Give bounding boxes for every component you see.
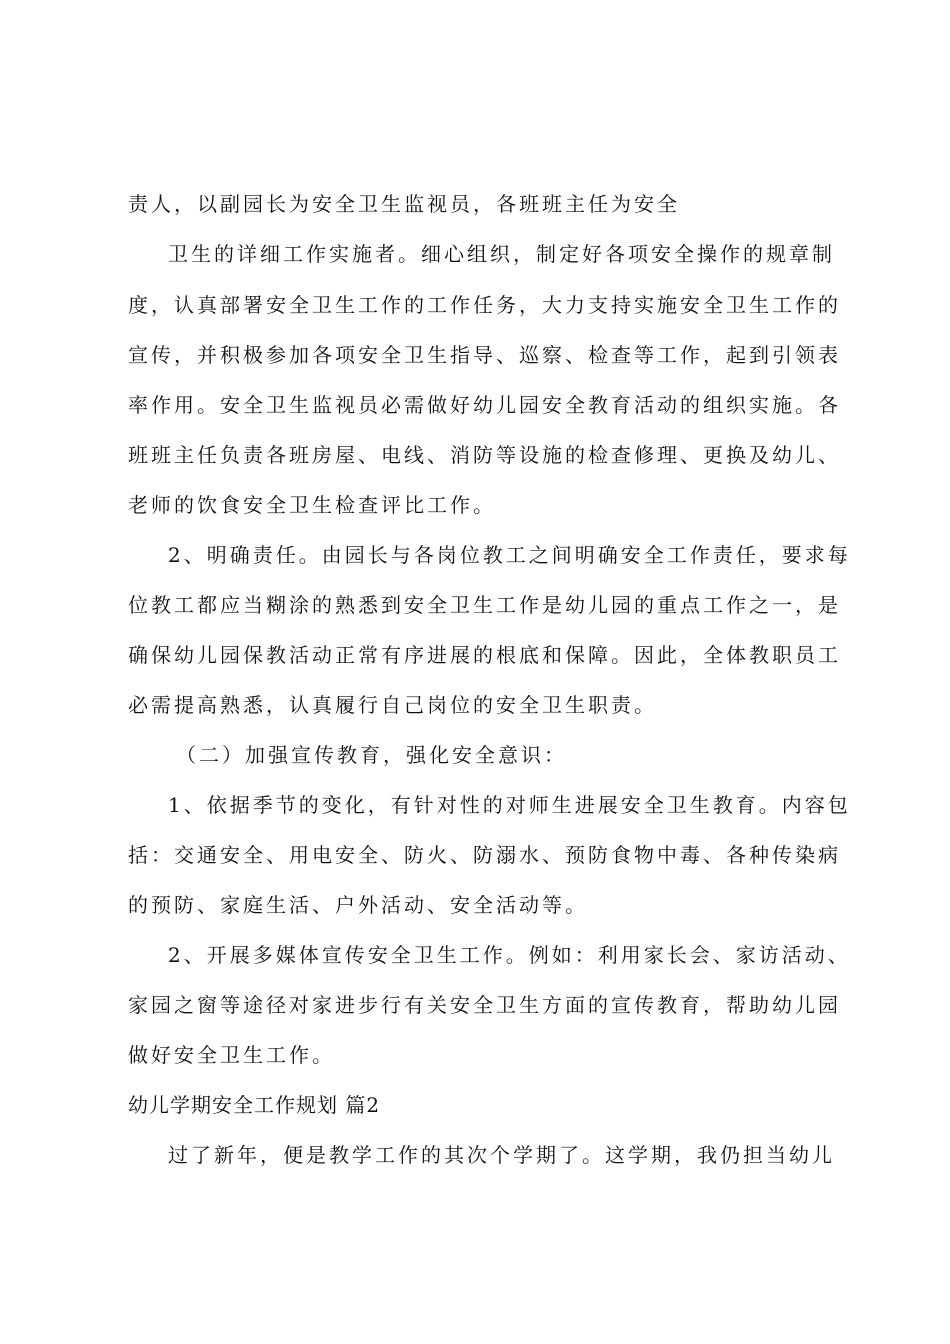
paragraph-line: 括：交通安全、用电安全、防火、防溺水、预防食物中毒、各种传染病 — [128, 843, 841, 867]
paragraph-line: 责人，以副园长为安全卫生监视员，各班班主任为安全 — [128, 192, 680, 216]
paragraph-line: 位教工都应当糊涂的熟悉到安全卫生工作是幼儿园的重点工作之一，是 — [128, 593, 841, 617]
paragraph-line: 家园之窗等途径对家进步行有关安全卫生方面的宣传教育，帮助幼儿园 — [128, 993, 841, 1017]
paragraph-line: 宣传，并积极参加各项安全卫生指导、巡察、检查等工作，起到引领表 — [128, 343, 841, 367]
paragraph-line: 做好安全卫生工作。 — [128, 1043, 335, 1067]
section-heading: （二）加强宣传教育，强化安全意识： — [176, 743, 567, 767]
article-title: 幼儿学期安全工作规划 篇2 — [128, 1093, 381, 1117]
paragraph-line: 率作用。安全卫生监视员必需做好幼儿园安全教育活动的组织实施。各 — [128, 393, 841, 417]
paragraph-line: 的预防、家庭生活、户外活动、安全活动等。 — [128, 893, 588, 917]
paragraph-line: 2、开展多媒体宣传安全卫生工作。例如：利用家长会、家访活动、 — [168, 943, 851, 967]
paragraph-line: 2、明确责任。由园长与各岗位教工之间明确安全工作责任，要求每 — [168, 543, 851, 567]
paragraph-line: 1、依据季节的变化，有针对性的对师生进展安全卫生教育。内容包 — [168, 793, 851, 817]
paragraph-line: 必需提高熟悉，认真履行自己岗位的安全卫生职责。 — [128, 693, 657, 717]
paragraph-line: 确保幼儿园保教活动正常有序进展的根底和保障。因此，全体教职员工 — [128, 643, 841, 667]
paragraph-line: 过了新年，便是教学工作的其次个学期了。这学期，我仍担当幼儿 — [168, 1143, 835, 1167]
paragraph-line: 老师的饮食安全卫生检查评比工作。 — [128, 493, 496, 517]
paragraph-line: 卫生的详细工作实施者。细心组织，制定好各项安全操作的规章制 — [168, 242, 835, 266]
paragraph-line: 班班主任负责各班房屋、电线、消防等设施的检查修理、更换及幼儿、 — [128, 443, 841, 467]
paragraph-line: 度，认真部署安全卫生工作的工作任务，大力支持实施安全卫生工作的 — [128, 293, 841, 317]
